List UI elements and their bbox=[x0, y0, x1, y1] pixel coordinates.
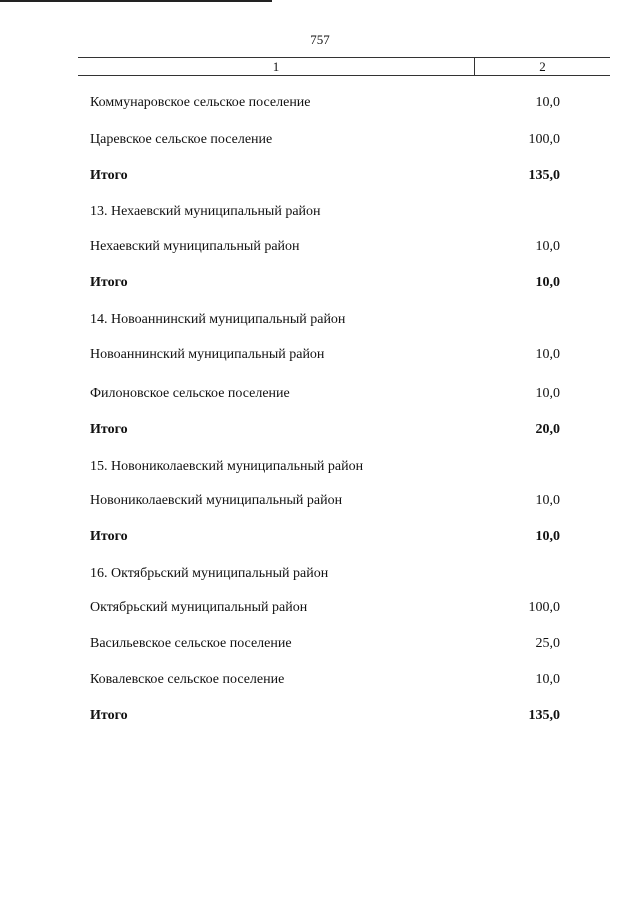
row-label: Новоаннинский муниципальный район bbox=[90, 347, 325, 362]
row-label: 14. Новоаннинский муниципальный район bbox=[90, 312, 346, 327]
total-row bbox=[90, 273, 560, 293]
table-header-col2: 2 bbox=[539, 59, 546, 74]
row-label: Итого bbox=[90, 168, 128, 183]
table-row bbox=[90, 130, 560, 150]
row-label: Ковалевское сельское поселение bbox=[90, 672, 285, 687]
row-value: 135,0 bbox=[528, 708, 560, 723]
row-value: 10,0 bbox=[535, 529, 560, 544]
table-row bbox=[90, 634, 560, 654]
row-label: 15. Новониколаевский муниципальный район bbox=[90, 459, 364, 474]
table-row bbox=[90, 237, 560, 257]
row-label: Новониколаевский муниципальный район bbox=[90, 493, 343, 508]
row-label: Итого bbox=[90, 275, 128, 290]
row-label: Итого bbox=[90, 529, 128, 544]
row-value: 135,0 bbox=[528, 168, 560, 183]
section-heading bbox=[90, 202, 560, 222]
table-header-col1: 1 bbox=[272, 59, 280, 74]
row-label: Васильевское сельское поселение bbox=[90, 636, 292, 651]
row-label: Итого bbox=[90, 708, 128, 723]
table-header-top-border bbox=[78, 57, 610, 58]
row-value: 100,0 bbox=[528, 600, 560, 615]
row-value: 10,0 bbox=[535, 493, 560, 508]
row-label: Царевское сельское поселение bbox=[90, 132, 273, 147]
table-header-bottom-border bbox=[78, 75, 610, 76]
total-row bbox=[90, 420, 560, 440]
row-label: Октябрьский муниципальный район bbox=[90, 600, 308, 615]
row-value: 10,0 bbox=[535, 239, 560, 254]
row-value: 25,0 bbox=[535, 636, 560, 651]
row-label: Нехаевский муниципальный район bbox=[90, 239, 300, 254]
row-label: Итого bbox=[90, 422, 128, 437]
row-label: 13. Нехаевский муниципальный район bbox=[90, 204, 321, 219]
table-row bbox=[90, 491, 560, 511]
top-rule bbox=[0, 0, 272, 2]
row-value: 10,0 bbox=[535, 386, 560, 401]
row-value: 20,0 bbox=[535, 422, 560, 437]
page-number: 757 bbox=[310, 32, 330, 47]
total-row bbox=[90, 166, 560, 186]
section-heading bbox=[90, 564, 560, 584]
table-row bbox=[90, 345, 560, 365]
row-label: 16. Октябрьский муниципальный район bbox=[90, 566, 329, 581]
table-row bbox=[90, 598, 560, 618]
row-label: Филоновское сельское поселение bbox=[90, 386, 290, 401]
row-value: 10,0 bbox=[535, 95, 560, 110]
total-row bbox=[90, 527, 560, 547]
row-label: Коммунаровское сельское поселение bbox=[90, 95, 311, 110]
section-heading bbox=[90, 310, 560, 330]
row-value: 10,0 bbox=[535, 672, 560, 687]
row-value: 100,0 bbox=[528, 132, 560, 147]
row-value: 10,0 bbox=[535, 275, 560, 290]
table-row bbox=[90, 670, 560, 690]
table-row bbox=[90, 384, 560, 404]
total-row bbox=[90, 706, 560, 726]
section-heading bbox=[90, 457, 560, 477]
table-row bbox=[90, 93, 560, 113]
row-value: 10,0 bbox=[535, 347, 560, 362]
